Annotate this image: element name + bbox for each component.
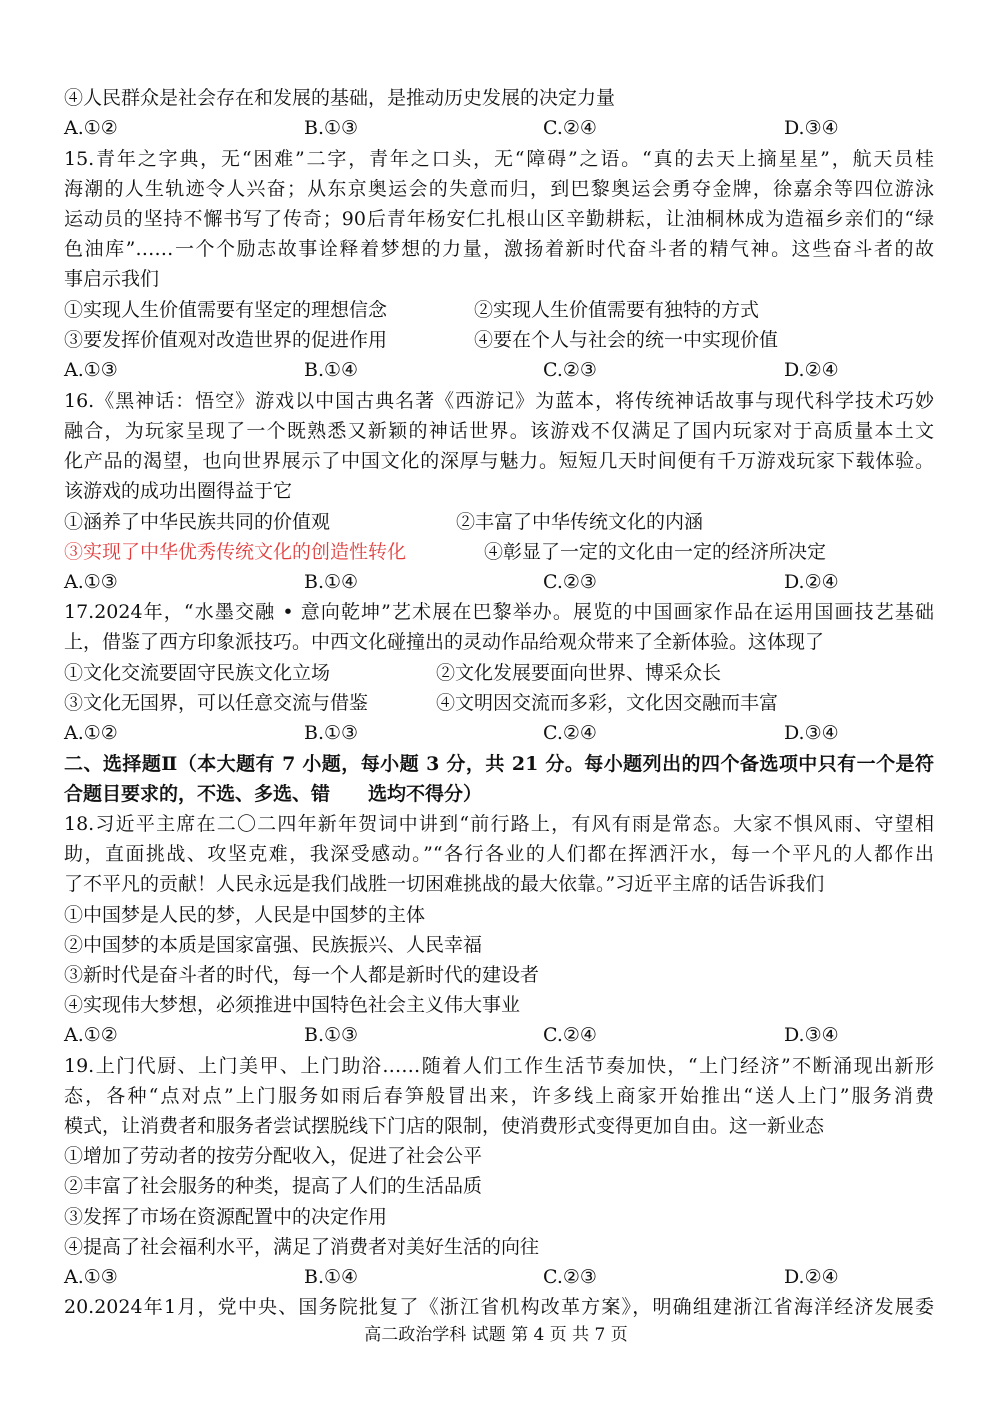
q18-choice-a: A.①②: [64, 1024, 118, 1046]
q16-choice-c: C.②③: [543, 571, 597, 593]
q18-stem-line: 了不平凡的贡献！人民永远是我们战胜一切困难挑战的最大依靠。”习近平主席的话告诉我们: [64, 873, 825, 895]
q16-choice-d: D.②④: [784, 571, 839, 593]
q16-stem-line: 融合，为玩家呈现了一个既熟悉又新颖的神话世界。该游戏不仅满足了国内玩家对于高质量本土文: [64, 420, 934, 442]
q16-stem-line: 该游戏的成功出圈得益于它: [64, 480, 293, 502]
q15-item-3: ③要发挥价值观对改造世界的促进作用: [64, 329, 388, 351]
q17-choice-b: B.①③: [304, 722, 359, 744]
q17-stem-line: 17.2024年，“水墨交融 • 意向乾坤”艺术展在巴黎举办。展览的中国画家作品在运用国画技艺基础: [64, 601, 934, 623]
q19-item-4: ④提高了社会福利水平，满足了消费者对美好生活的向往: [64, 1236, 540, 1258]
page-footer: 高二政治学科 试题 第 4 页 共 7 页: [364, 1325, 628, 1345]
q15-stem-line: 色油库”……一个个励志故事诠释着梦想的力量，激扬着新时代奋斗者的精气神。这些奋斗者的故: [64, 238, 934, 260]
q15-stem-line: 海潮的人生轨迹令人兴奋；从东京奥运会的失意而归，到巴黎奥运会勇夺金牌，徐嘉余等四位游泳: [64, 178, 934, 200]
q17-item-4: ④文明因交流而多彩，文化因交融而丰富: [436, 692, 779, 714]
q15-choice-d: D.②④: [784, 359, 839, 381]
q18-item-1: ①中国梦是人民的梦，人民是中国梦的主体: [64, 904, 426, 926]
section-2-heading-cont: 合题目要求的，不选、多选、错 选均不得分）: [64, 783, 483, 805]
q15-item-4: ④要在个人与社会的统一中实现价值: [474, 329, 779, 351]
q16-item-4: ④彰显了一定的文化由一定的经济所决定: [484, 541, 827, 563]
q19-item-2: ②丰富了社会服务的种类，提高了人们的生活品质: [64, 1175, 483, 1197]
q16-choice-b: B.①④: [304, 571, 359, 593]
q20-stem-line: 20.2024年1月，党中央、国务院批复了《浙江省机构改革方案》，明确组建浙江省海洋经济发展委: [64, 1296, 934, 1318]
q14-choice-b: B.①③: [304, 117, 359, 139]
q15-item-2: ②实现人生价值需要有独特的方式: [474, 299, 760, 321]
q18-item-4: ④实现伟大梦想，必须推进中国特色社会主义伟大事业: [64, 994, 521, 1016]
q17-choice-d: D.③④: [784, 722, 839, 744]
q19-stem-line: 模式，让消费者和服务者尝试摆脱线下门店的限制，使消费形式变得更加自由。这一新业态: [64, 1115, 825, 1137]
q16-stem-line: 化产品的渴望，也向世界展示了中国文化的深厚与魅力。短短几天时间便有千万游戏玩家下载体验。: [64, 450, 934, 472]
q16-item-3-highlighted: ③实现了中华优秀传统文化的创造性转化: [64, 541, 407, 563]
q15-choice-a: A.①③: [64, 359, 118, 381]
q17-item-2: ②文化发展要面向世界、博采众长: [436, 662, 722, 684]
q17-choice-c: C.②④: [543, 722, 597, 744]
q18-stem-line: 18.习近平主席在二〇二四年新年贺词中讲到“前行路上，有风有雨是常态。大家不惧风雨、守望相: [64, 813, 934, 835]
q17-choice-a: A.①②: [64, 722, 118, 744]
q15-stem-line: 15.青年之字典，无“困难”二字，青年之口头，无“障碍”之语。“真的去天上摘星星”，航天员桂: [64, 148, 934, 170]
q15-stem-line: 事启示我们: [64, 268, 160, 290]
q17-item-3: ③文化无国界，可以任意交流与借鉴: [64, 692, 369, 714]
q16-item-2: ②丰富了中华传统文化的内涵: [456, 511, 704, 533]
q18-item-3: ③新时代是奋斗者的时代，每一个人都是新时代的建设者: [64, 964, 540, 986]
q16-choice-a: A.①③: [64, 571, 118, 593]
section-2-heading: 二、选择题Ⅱ（本大题有 7 小题，每小题 3 分，共 21 分。每小题列出的四个备选项中只有一个是符: [64, 753, 934, 775]
q17-stem-line: 上，借鉴了西方印象派技巧。中西文化碰撞出的灵动作品给观众带来了全新体验。这体现了: [64, 631, 825, 653]
q19-stem-line: 19.上门代厨、上门美甲、上门助浴……随着人们工作生活节奏加快，“上门经济”不断涌现出新形: [64, 1055, 934, 1077]
q19-stem-line: 态，各种“点对点”上门服务如雨后春笋般冒出来，许多线上商家开始推出“送人上门”服务消费: [64, 1085, 934, 1107]
q19-item-3: ③发挥了市场在资源配置中的决定作用: [64, 1206, 388, 1228]
q19-choice-a: A.①③: [64, 1266, 118, 1288]
q18-stem-line: 助，直面挑战、攻坚克难，我深受感动。”“各行各业的人们都在挥洒汗水，每一个平凡的人都作出: [64, 843, 934, 865]
q14-choice-a: A.①②: [64, 117, 118, 139]
q17-item-1: ①文化交流要固守民族文化立场: [64, 662, 331, 684]
q19-choice-d: D.②④: [784, 1266, 839, 1288]
q16-stem-line: 16.《黑神话：悟空》游戏以中国古典名著《西游记》为蓝本，将传统神话故事与现代科学技术巧妙: [64, 390, 934, 412]
q19-choice-c: C.②③: [543, 1266, 597, 1288]
q14-choice-c: C.②④: [543, 117, 597, 139]
q15-choice-c: C.②③: [543, 359, 597, 381]
q18-choice-d: D.③④: [784, 1024, 839, 1046]
q16-item-1: ①涵养了中华民族共同的价值观: [64, 511, 331, 533]
q15-stem-line: 运动员的坚持不懈书写了传奇；90后青年杨安仁扎根山区辛勤耕耘，让油桐林成为造福乡亲们的“绿: [64, 208, 934, 230]
q18-choice-b: B.①③: [304, 1024, 359, 1046]
q14-item-4: ④人民群众是社会存在和发展的基础，是推动历史发展的决定力量: [64, 87, 616, 109]
q15-item-1: ①实现人生价值需要有坚定的理想信念: [64, 299, 388, 321]
q14-choice-d: D.③④: [784, 117, 839, 139]
q18-choice-c: C.②④: [543, 1024, 597, 1046]
q15-choice-b: B.①④: [304, 359, 359, 381]
q18-item-2: ②中国梦的本质是国家富强、民族振兴、人民幸福: [64, 934, 483, 956]
q19-choice-b: B.①④: [304, 1266, 359, 1288]
q19-item-1: ①增加了劳动者的按劳分配收入，促进了社会公平: [64, 1145, 483, 1167]
